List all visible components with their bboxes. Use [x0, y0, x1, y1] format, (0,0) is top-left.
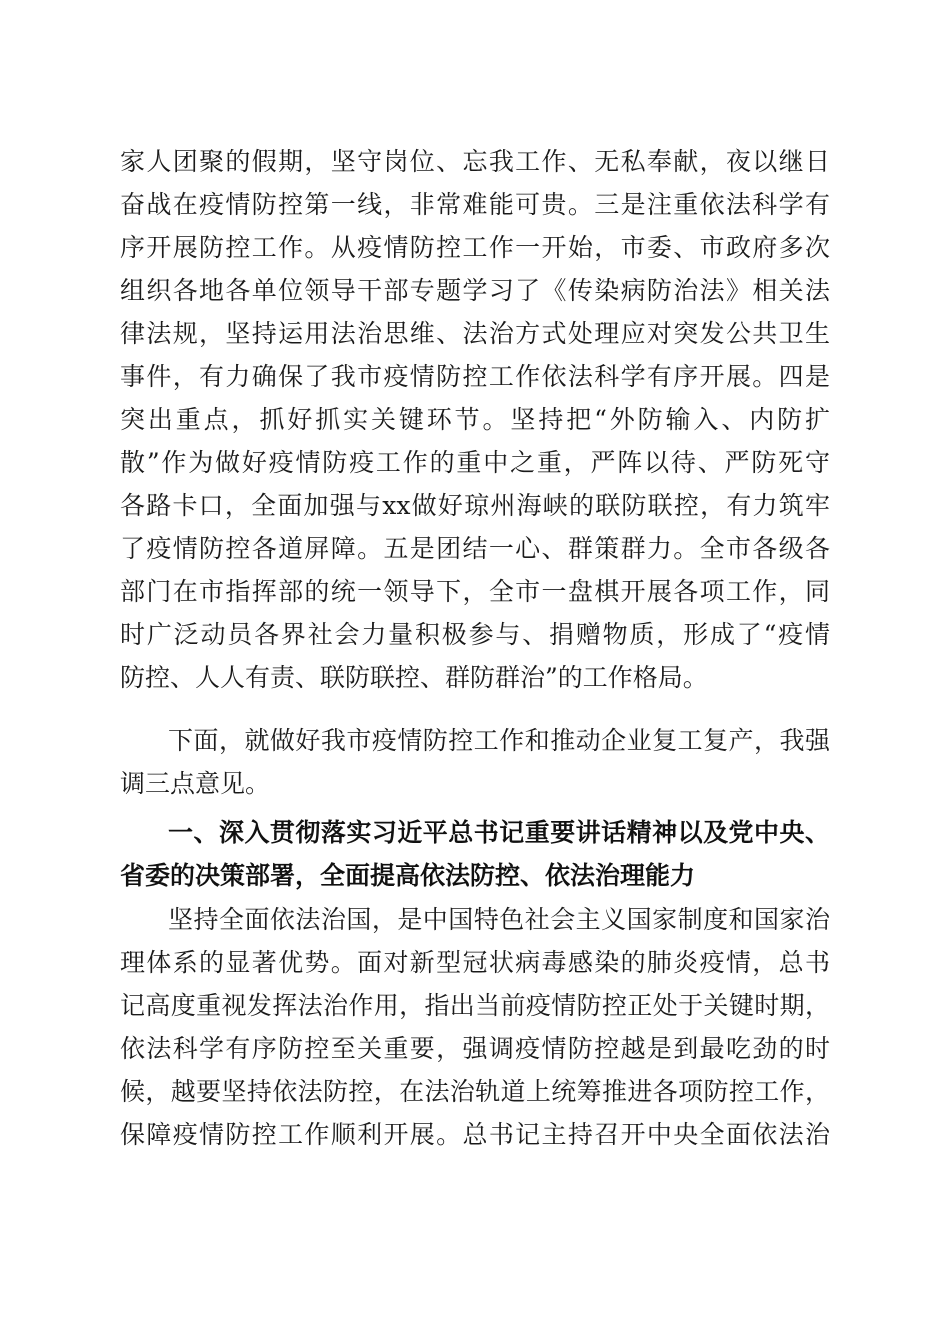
- body-text-line: 奋战在疫情防控第一线，非常难能可贵。三是注重依法科学有: [120, 190, 830, 219]
- section-heading: 省委的决策部署，全面提高依法防控、依法治理能力: [120, 861, 696, 890]
- body-text-line: 调三点意见。: [120, 769, 271, 798]
- body-text-line: 各路卡口，全面加强与xx做好琼州海峡的联防联控，有力筑牢: [120, 491, 830, 520]
- body-text-line: 时广泛动员各界社会力量积极参与、捐赠物质，形成了“疫情: [120, 620, 830, 649]
- body-text-line: 下面，就做好我市疫情防控工作和推动企业复工复产，我强: [168, 726, 830, 755]
- body-text-line: 防控、人人有责、联防联控、群防群治”的工作格局。: [120, 663, 708, 692]
- body-text-line: 保障疫情防控工作顺利开展。总书记主持召开中央全面依法治: [120, 1120, 830, 1149]
- body-text-line: 律法规，坚持运用法治思维、法治方式处理应对突发公共卫生: [120, 319, 830, 348]
- section-heading: 一、深入贯彻落实习近平总书记重要讲话精神以及党中央、: [168, 818, 830, 847]
- body-text-line: 突出重点，抓好抓实关键环节。坚持把“外防输入、内防扩: [120, 405, 830, 434]
- body-text-line: 候，越要坚持依法防控，在法治轨道上统筹推进各项防控工作，: [120, 1077, 830, 1106]
- body-text-line: 记高度重视发挥法治作用，指出当前疫情防控正处于关键时期，: [120, 991, 830, 1020]
- body-text-line: 依法科学有序防控至关重要，强调疫情防控越是到最吃劲的时: [120, 1034, 830, 1063]
- body-text-line: 序开展防控工作。从疫情防控工作一开始，市委、市政府多次: [120, 233, 830, 262]
- body-text-line: 理体系的显著优势。面对新型冠状病毒感染的肺炎疫情，总书: [120, 948, 830, 977]
- body-text-line: 了疫情防控各道屏障。五是团结一心、群策群力。全市各级各: [120, 534, 830, 563]
- body-text-line: 组织各地各单位领导干部专题学习了《传染病防治法》相关法: [120, 276, 830, 305]
- body-text-line: 部门在市指挥部的统一领导下，全市一盘棋开展各项工作，同: [120, 577, 830, 606]
- body-text-line: 坚持全面依法治国，是中国特色社会主义国家制度和国家治: [168, 905, 830, 934]
- body-text-line: 家人团聚的假期，坚守岗位、忘我工作、无私奉献，夜以继日: [120, 147, 830, 176]
- body-text-line: 散”作为做好疫情防疫工作的重中之重，严阵以待、严防死守: [120, 448, 830, 477]
- body-text-line: 事件，有力确保了我市疫情防控工作依法科学有序开展。四是: [120, 362, 830, 391]
